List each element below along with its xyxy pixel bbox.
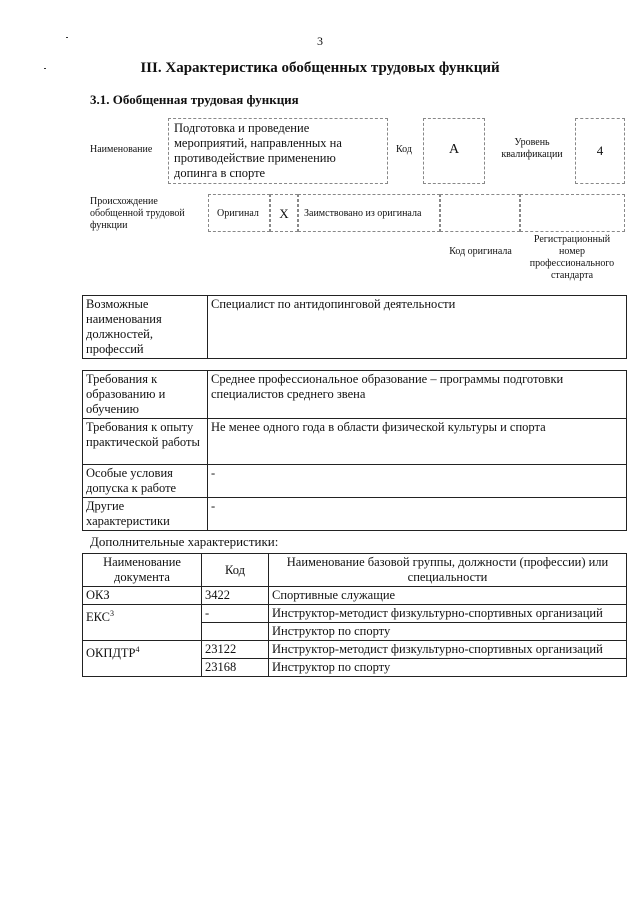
positions-label: Возможные наименования должностей, профессий — [83, 296, 208, 359]
doc-name: ЕКС — [86, 610, 110, 625]
code-value: A — [448, 142, 460, 157]
requirements-table — [82, 370, 627, 531]
code-cell: 3422 — [202, 587, 269, 605]
additional-table — [82, 553, 627, 677]
code-cell: 23168 — [202, 659, 269, 677]
doc-name: ОКПДТР — [86, 646, 136, 661]
requirement-value: Не менее одного года в области физической культуры и спорта — [208, 419, 627, 465]
level-value: 4 — [596, 143, 604, 158]
requirement-label: Особые условия допуска к работе — [83, 465, 208, 498]
requirement-label: Требования к образованию и обучению — [83, 371, 208, 419]
borrowed-box — [298, 194, 440, 232]
code-cell — [202, 623, 269, 641]
footnote-mark: 3 — [110, 609, 114, 618]
borrowed-label: Заимствовано из оригинала — [304, 208, 422, 219]
table-row — [83, 419, 627, 465]
table-header-row — [83, 554, 627, 587]
function-name: Подготовка и проведение мероприятий, направленных на противодействие применению допинга в спорте — [174, 121, 342, 180]
original-mark-box — [270, 194, 298, 232]
code-cell: - — [202, 605, 269, 623]
name-cell: Инструктор-методист физкультурно-спортивных организаций — [269, 605, 627, 623]
doc-cell — [83, 605, 202, 641]
header-doc: Наименование документа — [83, 554, 202, 587]
code-cell: 23122 — [202, 641, 269, 659]
requirement-value: - — [208, 498, 627, 531]
code-original-box — [440, 194, 520, 232]
name-box — [168, 118, 388, 184]
name-cell: Инструктор по спорту — [269, 623, 627, 641]
requirement-label: Требования к опыту практической работы — [83, 419, 208, 465]
code-box — [423, 118, 485, 184]
original-label: Оригинал — [217, 208, 259, 219]
code-original-label: Код оригинала — [449, 246, 512, 257]
requirement-value: Среднее профессиональное образование – программы подготовки специалистов среднего звена — [208, 371, 627, 419]
positions-value: Специалист по антидопинговой деятельности — [208, 296, 627, 359]
doc-name: ОКЗ — [86, 588, 110, 602]
subsection-title: 3.1. Обобщенная трудовая функция — [90, 92, 299, 107]
reg-number-box — [520, 194, 625, 232]
requirement-label: Другие характеристики — [83, 498, 208, 531]
table-row — [83, 641, 627, 659]
footnote-mark: 4 — [135, 645, 140, 654]
code-label: Код — [396, 144, 412, 155]
additional-caption: Дополнительные характеристики: — [90, 534, 279, 549]
origin-label: Происхождение обобщенной трудовой функции — [90, 196, 185, 231]
table-row — [83, 371, 627, 419]
doc-cell — [83, 587, 202, 605]
name-cell: Инструктор-методист физкультурно-спортивных организаций — [269, 641, 627, 659]
reg-number-label: Регистрационный номер профессионального стандарта — [529, 234, 615, 281]
level-box — [575, 118, 625, 184]
original-box — [208, 194, 270, 232]
name-label: Наименование — [90, 144, 153, 155]
requirement-value: - — [208, 465, 627, 498]
positions-table — [82, 295, 627, 359]
header-code: Код — [202, 554, 269, 587]
level-label: Уровень квалификации — [501, 137, 563, 160]
header-name: Наименование базовой группы, должности (профессии) или специальности — [269, 554, 627, 587]
name-cell: Инструктор по спорту — [269, 659, 627, 677]
page-number: 3 — [317, 34, 323, 48]
table-row — [83, 498, 627, 531]
table-row — [83, 605, 627, 623]
name-cell: Спортивные служащие — [269, 587, 627, 605]
original-mark: X — [279, 206, 289, 221]
table-row — [83, 587, 627, 605]
section-title: III. Характеристика обобщенных трудовых функций — [140, 60, 500, 76]
table-row — [83, 465, 627, 498]
doc-cell — [83, 641, 202, 677]
